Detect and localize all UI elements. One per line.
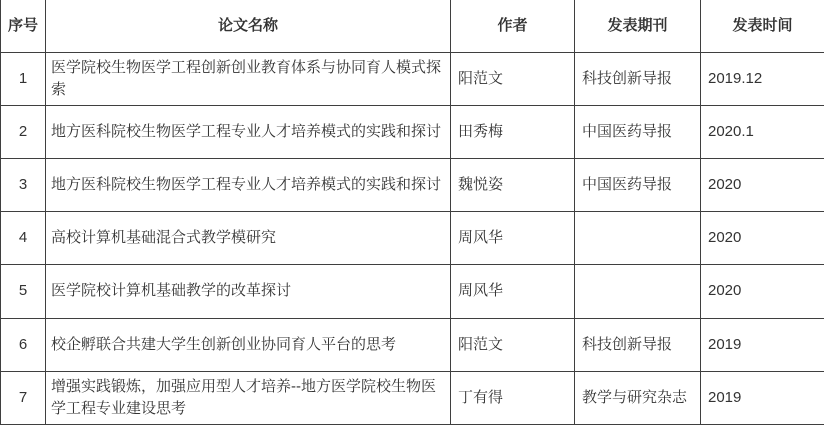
cell-journal: 科技创新导报 [575, 52, 701, 105]
cell-journal: 科技创新导报 [575, 318, 701, 371]
cell-author: 田秀梅 [451, 105, 575, 158]
cell-author: 周风华 [451, 212, 575, 265]
cell-author: 阳范文 [451, 52, 575, 105]
cell-date: 2019.12 [701, 52, 824, 105]
cell-author: 魏悦姿 [451, 158, 575, 211]
cell-title: 校企孵联合共建大学生创新创业协同育人平台的思考 [46, 318, 451, 371]
col-header-title: 论文名称 [46, 0, 451, 52]
cell-index: 6 [1, 318, 46, 371]
cell-index: 2 [1, 105, 46, 158]
cell-title: 医学院校生物医学工程创新创业教育体系与协同育人模式探索 [46, 52, 451, 105]
table-header-row [1, 0, 824, 52]
table-row [1, 371, 824, 424]
cell-index: 3 [1, 158, 46, 211]
col-header-index: 序号 [1, 0, 46, 52]
cell-journal: 中国医药导报 [575, 158, 701, 211]
cell-date: 2020.1 [701, 105, 824, 158]
cell-journal: 中国医药导报 [575, 105, 701, 158]
col-header-author: 作者 [451, 0, 575, 52]
table-row [1, 265, 824, 318]
cell-title: 地方医科院校生物医学工程专业人才培养模式的实践和探讨 [46, 158, 451, 211]
cell-index: 1 [1, 52, 46, 105]
cell-author: 丁有得 [451, 371, 575, 424]
cell-date: 2019 [701, 318, 824, 371]
cell-author: 周风华 [451, 265, 575, 318]
cell-index: 4 [1, 212, 46, 265]
cell-date: 2020 [701, 212, 824, 265]
table-row [1, 158, 824, 211]
cell-title: 医学院校计算机基础教学的改革探讨 [46, 265, 451, 318]
cell-journal [575, 212, 701, 265]
table-row [1, 52, 824, 105]
cell-index: 7 [1, 371, 46, 424]
table-row [1, 318, 824, 371]
cell-date: 2019 [701, 371, 824, 424]
cell-title: 增强实践锻炼，加强应用型人才培养--地方医学院校生物医学工程专业建设思考 [46, 371, 451, 424]
cell-journal [575, 265, 701, 318]
cell-title: 地方医科院校生物医学工程专业人才培养模式的实践和探讨 [46, 105, 451, 158]
cell-index: 5 [1, 265, 46, 318]
col-header-date: 发表时间 [701, 0, 824, 52]
table-row [1, 212, 824, 265]
col-header-journal: 发表期刊 [575, 0, 701, 52]
cell-title: 高校计算机基础混合式教学模研究 [46, 212, 451, 265]
cell-author: 阳范文 [451, 318, 575, 371]
table-row [1, 105, 824, 158]
cell-journal: 教学与研究杂志 [575, 371, 701, 424]
cell-date: 2020 [701, 158, 824, 211]
cell-date: 2020 [701, 265, 824, 318]
